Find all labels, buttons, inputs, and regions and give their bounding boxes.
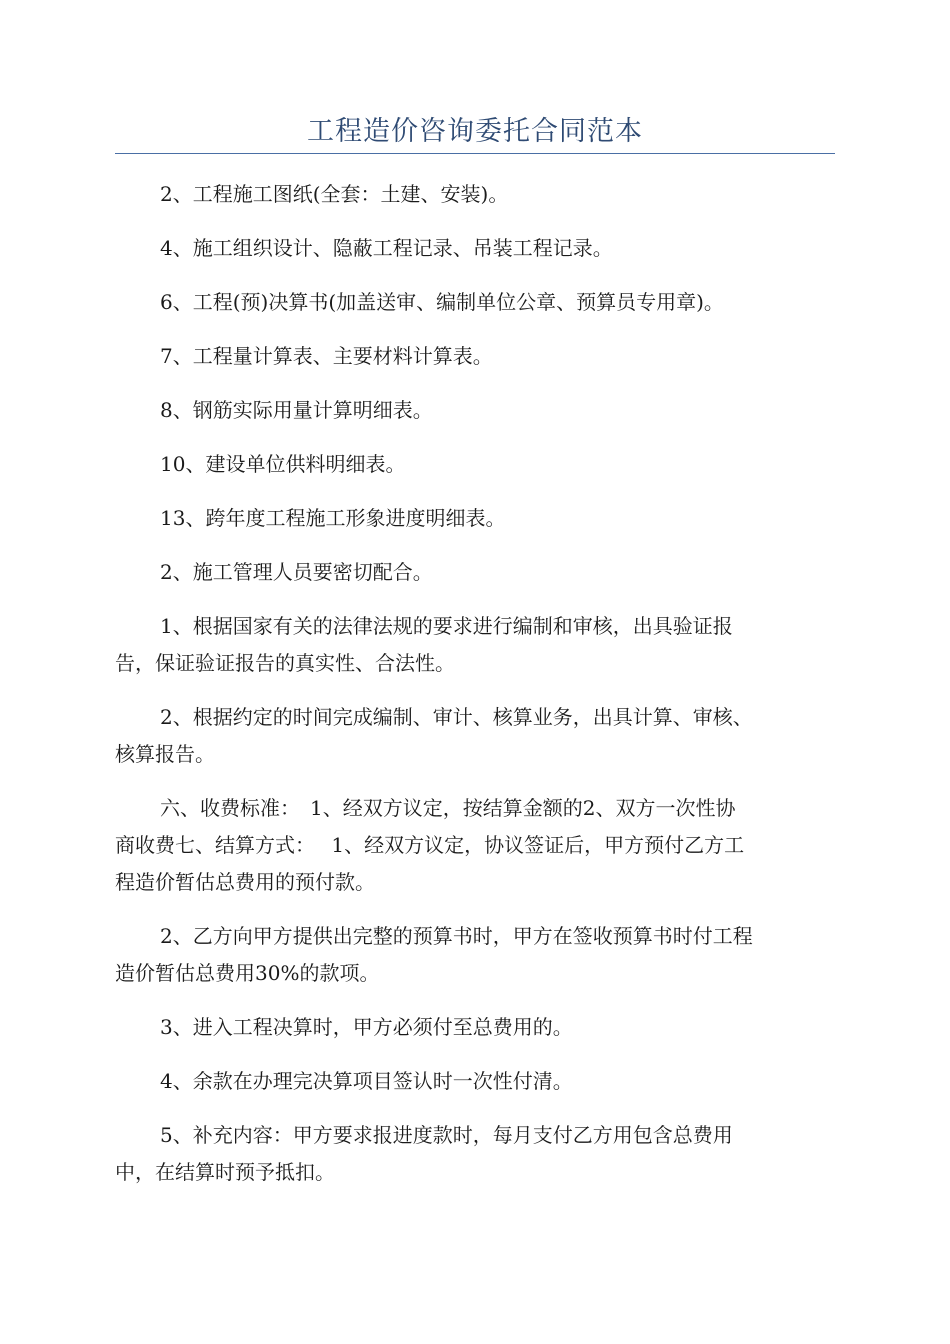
paragraph-line: 7、工程量计算表、主要材料计算表。 [160,344,493,368]
paragraph [115,790,835,901]
paragraph-line: 告，保证验证报告的真实性、合法性。 [115,651,455,675]
paragraph-line: 2、根据约定的时间完成编制、审计、核算业务，出具计算、审核、 [160,705,753,729]
paragraph-line: 8、钢筋实际用量计算明细表。 [160,398,433,422]
paragraph [115,1063,835,1100]
paragraph-line: 程造价暂估总费用的预付款。 [115,870,375,894]
paragraph-line: 中，在结算时预予抵扣。 [115,1160,335,1184]
paragraph-line: 3、进入工程决算时，甲方必须付至总费用的。 [160,1015,573,1039]
paragraph-line: 1、根据国家有关的法律法规的要求进行编制和审核，出具验证报 [160,614,733,638]
paragraph [115,284,835,321]
paragraph-line: 2、乙方向甲方提供出完整的预算书时，甲方在签收预算书时付工程 [160,924,753,948]
paragraph [115,608,835,682]
paragraph-line: 4、施工组织设计、隐蔽工程记录、吊装工程记录。 [160,236,613,260]
paragraph [115,446,835,483]
paragraph-line: 6、工程(预)决算书(加盖送审、编制单位公章、预算员专用章)。 [160,290,724,314]
document-body [115,176,835,1208]
paragraph [115,500,835,537]
paragraph [115,554,835,591]
title-underline [115,153,835,154]
paragraph-line: 造价暂估总费用30%的款项。 [115,961,380,985]
paragraph [115,1009,835,1046]
paragraph [115,176,835,213]
paragraph [115,338,835,375]
paragraph-line: 10、建设单位供料明细表。 [160,452,406,476]
paragraph [115,699,835,773]
paragraph-line: 13、跨年度工程施工形象进度明细表。 [160,506,506,530]
paragraph-line: 5、补充内容：甲方要求报进度款时，每月支付乙方用包含总费用 [160,1123,733,1147]
paragraph [115,1117,835,1191]
paragraph-line: 六、收费标准： 1、经双方议定，按结算金额的2、双方一次性协 [160,796,736,820]
paragraph [115,392,835,429]
paragraph-line: 核算报告。 [115,742,215,766]
paragraph-line: 4、余款在办理完决算项目签认时一次性付清。 [160,1069,573,1093]
paragraph-line: 商收费七、结算方式： 1、经双方议定，协议签证后，甲方预付乙方工 [115,833,745,857]
document-title: 工程造价咨询委托合同范本 [307,116,643,147]
paragraph-line: 2、施工管理人员要密切配合。 [160,560,433,584]
paragraph-line: 2、工程施工图纸(全套：土建、安装)。 [160,182,509,206]
paragraph [115,230,835,267]
paragraph [115,918,835,992]
